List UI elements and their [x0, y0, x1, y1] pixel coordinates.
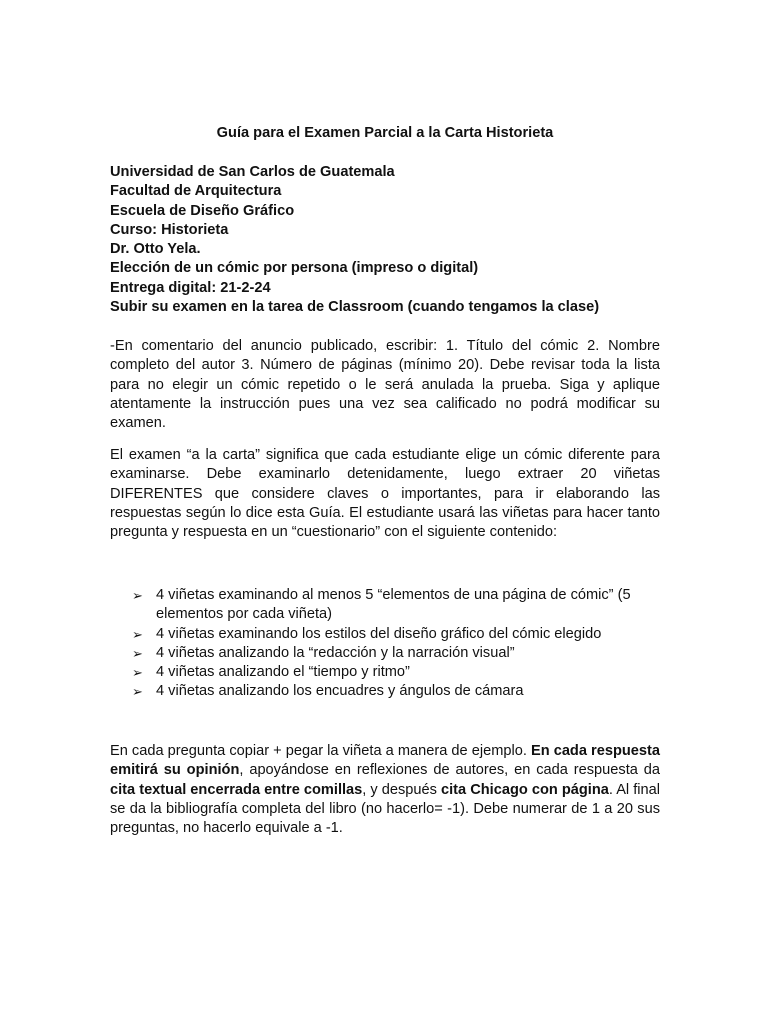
- arrow-bullet-icon: ➢: [132, 665, 143, 681]
- header-course: Curso: Historieta: [110, 221, 229, 238]
- list-item: [132, 586, 660, 625]
- list-item-text: 4 viñetas examinando al menos 5 “elementos de una página de cómic” (5 elementos por cada viñeta): [156, 587, 631, 623]
- document-title: Guía para el Examen Parcial a la Carta Historieta: [216, 125, 554, 141]
- list-item: [132, 663, 660, 682]
- rules-text-2: , apoyándose en reflexiones de autores, en cada respuesta da: [239, 762, 660, 779]
- content-list: [132, 586, 660, 702]
- header-block: [110, 163, 670, 317]
- rules-bold-chicago: cita Chicago con página: [441, 781, 609, 798]
- header-comic-choice: Elección de un cómic por persona (impreso o digital): [110, 260, 479, 277]
- rules-bold-opinion: En cada respuesta emitirá su opinión: [110, 743, 660, 779]
- arrow-bullet-icon: ➢: [132, 626, 143, 642]
- header-professor: Dr. Otto Yela.: [110, 241, 201, 258]
- list-item-text: 4 viñetas analizando el “tiempo y ritmo”: [156, 664, 410, 681]
- rules-text-1: En cada pregunta copiar + pegar la viñeta a manera de ejemplo.: [110, 743, 531, 759]
- paragraph-answer-rules: [110, 742, 660, 838]
- arrow-bullet-icon: ➢: [132, 645, 143, 661]
- rules-bold-quote: cita textual encerrada entre comillas: [110, 781, 363, 798]
- header-due-date: Entrega digital: 21-2-24: [110, 279, 271, 296]
- header-university: Universidad de San Carlos de Guatemala: [110, 164, 395, 180]
- list-item: [132, 644, 660, 663]
- list-item-text: 4 viñetas analizando la “redacción y la narración visual”: [156, 644, 515, 661]
- rules-text-3: , y después: [362, 781, 442, 798]
- arrow-bullet-icon: ➢: [132, 588, 143, 603]
- paragraph-instructions: -En comentario del anuncio publicado, escribir: 1. Título del cómic 2. Nombre completo del autor 3. Número de páginas (mínimo 20). Debe revisar toda la lista para no elegir un cómic repetido o le será anulada la prueba. Siga y aplique atentamente la instrucción pues una vez sea calificado no podrá modificar su examen.: [110, 338, 660, 432]
- paragraph-exam-description: El examen “a la carta” significa que cada estudiante elige un cómic diferente para examinarse. Debe examinarlo detenidamente, luego extraer 20 viñetas DIFERENTES que considere claves o importantes, para ir elaborando las respuestas según lo dice esta Guía. El estudiante usará las viñetas para hacer tanto pregunta y respuesta en un “cuestionario” con el siguiente contenido:: [110, 447, 660, 541]
- rules-text-4: . Al final se da la bibliografía completa del libro (no hacerlo= -1). Debe numerar de 1 a 20 sus preguntas, no hacerlo equivale a -1.: [110, 781, 661, 837]
- list-item-text: 4 viñetas examinando los estilos del diseño gráfico del cómic elegido: [156, 625, 602, 642]
- header-school: Escuela de Diseño Gráfico: [110, 202, 295, 219]
- header-submission: Subir su examen en la tarea de Classroom (cuando tengamos la clase): [110, 299, 600, 316]
- header-faculty: Facultad de Arquitectura: [110, 183, 282, 200]
- arrow-bullet-icon: ➢: [132, 684, 143, 700]
- list-item-text: 4 viñetas analizando los encuadres y ángulos de cámara: [156, 683, 524, 700]
- list-item: [132, 682, 660, 701]
- list-item: [132, 625, 660, 644]
